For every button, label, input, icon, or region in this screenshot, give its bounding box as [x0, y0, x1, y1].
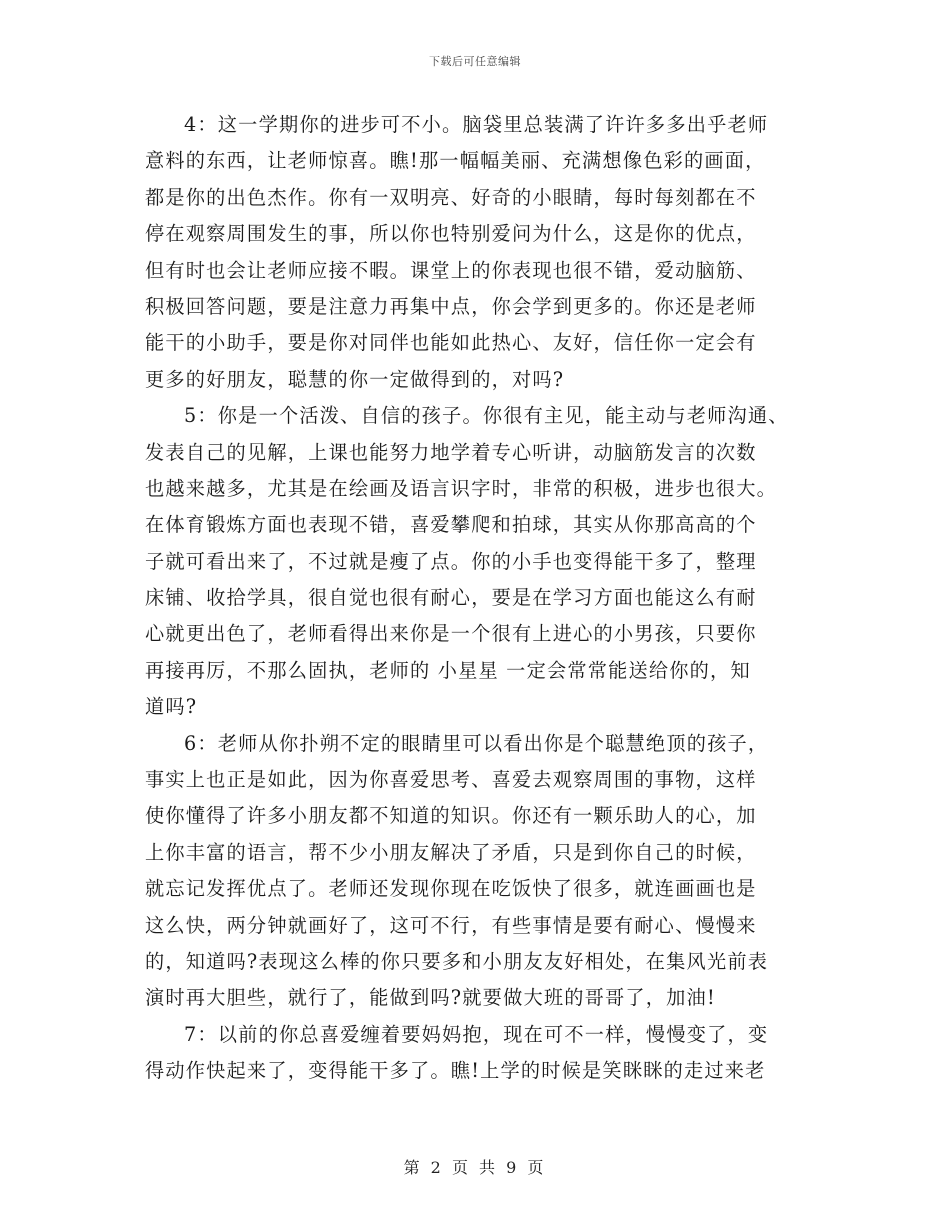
text-line: 就忘记发挥优点了。老师还发现你现在吃饭快了很多，就连画画也是 — [145, 877, 757, 901]
text-line: 停在观察周围发生的事，所以你也特别爱问为什么，这是你的优点， — [145, 222, 757, 246]
text-line: 在体育锻炼方面也表现不错，喜爱攀爬和拍球，其实从你那高高的个 — [145, 513, 757, 537]
text-line: 床铺、收拾学具，很自觉也很有耐心，要是在学习方面也能这么有耐 — [145, 586, 757, 610]
text-line: 演时再大胆些，就行了，能做到吗?就要做大班的哥哥了，加油! — [145, 986, 716, 1010]
text-line: 事实上也正是如此，因为你喜爱思考、喜爱去观察周围的事物，这样 — [145, 768, 757, 792]
text-line: 能干的小助手，要是你对同伴也能如此热心、友好，信任你一定会有 — [145, 331, 757, 355]
text-line: 6：老师从你扑朔不定的眼睛里可以看出你是个聪慧绝顶的孩子， — [184, 731, 769, 755]
text-line: 的，知道吗?表现这么棒的你只要多和小朋友友好相处，在集风光前表 — [145, 949, 769, 973]
text-line: 上你丰富的语言，帮不少小朋友解决了矛盾，只是到你自己的时候， — [145, 840, 757, 864]
document-body — [145, 107, 825, 1090]
text-line: 但有时也会让老师应接不暇。课堂上的你表现也很不错，爱动脑筋、 — [145, 258, 757, 282]
text-line: 得动作快起来了，变得能干多了。瞧!上学的时候是笑眯眯的走过来老 — [145, 1059, 766, 1083]
text-line: 7：以前的你总喜爱缠着要妈妈抱，现在可不一样，慢慢变了，变 — [184, 1022, 769, 1046]
page-header: 下载后可任意编辑 — [429, 55, 521, 68]
text-line: 再接再厉，不那么固执，老师的 小星星 一定会常常能送给你的，知 — [145, 658, 751, 682]
text-line: 积极回答问题，要是注意力再集中点，你会学到更多的。你还是老师 — [145, 294, 757, 318]
text-line: 心就更出色了，老师看得出来你是一个很有上进心的小男孩，只要你 — [145, 622, 757, 646]
text-line: 都是你的出色杰作。你有一双明亮、好奇的小眼睛，每时每刻都在不 — [145, 185, 757, 209]
text-line: 更多的好朋友，聪慧的你一定做得到的，对吗? — [145, 367, 565, 391]
text-line: 也越来越多，尤其是在绘画及语言识字时，非常的积极，进步也很大。 — [145, 476, 778, 500]
text-line: 4：这一学期你的进步可不小。脑袋里总装满了许许多多出乎老师 — [184, 113, 769, 136]
text-line: 意料的东西，让老师惊喜。瞧!那一幅幅美丽、充满想像色彩的画面， — [145, 149, 766, 173]
paragraph-6 — [145, 726, 825, 1017]
text-line: 子就可看出来了，不过就是瘦了点。你的小手也变得能干多了，整理 — [145, 549, 757, 573]
text-line: 这么快，两分钟就画好了，这可不行，有些事情是要有耐心、慢慢来 — [145, 913, 757, 937]
paragraph-7 — [145, 1017, 825, 1090]
text-line: 发表自己的见解，上课也能努力地学着专心听讲，动脑筋发言的次数 — [145, 440, 757, 464]
paragraph-4 — [145, 107, 825, 398]
text-line: 道吗? — [145, 695, 198, 719]
text-line: 使你懂得了许多小朋友都不知道的知识。你还有一颗乐助人的心，加 — [145, 804, 757, 828]
paragraph-5 — [145, 398, 825, 726]
page-number: 第 2 页 共 9 页 — [403, 1158, 547, 1177]
text-line: 5：你是一个活泼、自信的孩子。你很有主见，能主动与老师沟通、 — [184, 404, 789, 428]
